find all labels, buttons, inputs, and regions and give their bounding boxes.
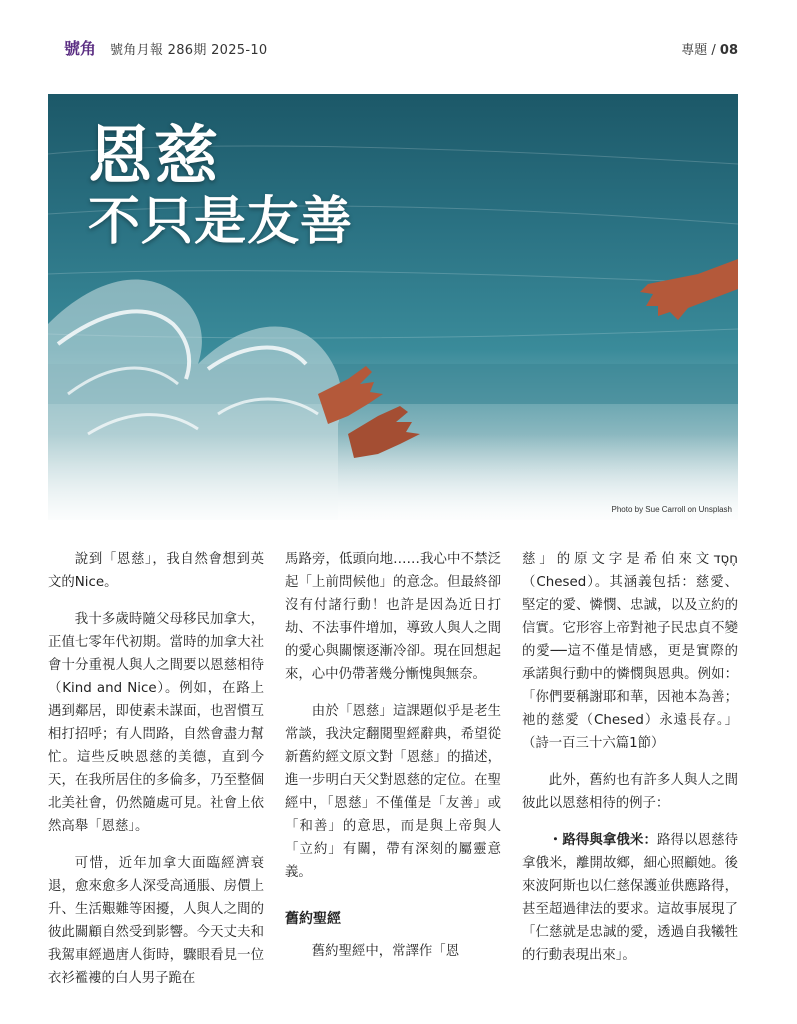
page-header: [48, 28, 738, 68]
paragraph: 舊約聖經中，常譯作「恩: [311, 944, 460, 959]
bullet-text: 路得以恩慈待拿俄米，離開故鄉，細心照顧她。後來波阿斯也以仁慈保護並供應路得，甚至超過律法的要求。這故事展現了「仁慈就是忠誠的愛，透過自我犧牲的行動表現出來」。: [522, 833, 739, 963]
paragraph: 此外，舊約也有許多人與人之間彼此以恩慈相待的例子：: [522, 773, 738, 811]
page-number: 08: [719, 43, 738, 58]
title-line-2: 不只是友善: [88, 192, 354, 253]
title-line-1: 恩慈: [88, 120, 220, 194]
article-body: [48, 548, 738, 1008]
paragraph: [522, 829, 738, 967]
article-title: [88, 120, 354, 253]
paragraph: 馬路旁，低頭向地……我心中不禁泛起「上前問候他」的意念。但最終卻沒有付諸行動！也許是因為近日打劫、不法事件增加，導致人與人之間的愛心與關懷逐漸冷卻。現在回想起來，心中仍帶著幾分慚愧與無奈。: [285, 552, 501, 682]
column-2: [285, 548, 501, 977]
photo-credit: Photo by Sue Carroll on Unsplash: [611, 505, 732, 514]
magazine-logo: [48, 28, 96, 68]
bullet-heading: ・路得與拿俄米：: [548, 833, 657, 848]
hero-image: [48, 94, 738, 520]
paragraph: 說到「恩慈」，我自然會想到英文的Nice。: [48, 552, 264, 590]
section-label: 專題 /: [681, 43, 720, 58]
column-1: [48, 548, 264, 1004]
issue-info: 號角月報 286期 2025-10: [110, 43, 268, 58]
logo-text: 號角: [64, 39, 96, 58]
paragraph: 由於「恩慈」這課題似乎是老生常談，我決定翻閱聖經辭典，希望從新舊約經文原文對「恩慈」的描述，進一步明白天父對恩慈的定位。在聖經中，「恩慈」不僅僅是「友善」或「和善」的意思，而是與上帝與人「立約」有關，帶有深刻的屬靈意義。: [285, 704, 501, 880]
paragraph: 我十多歲時隨父母移民加拿大，正值七零年代初期。當時的加拿大社會十分重視人與人之間要以恩慈相待（Kind and Nice）。例如，在路上遇到鄰居，即使素未謀面，也習慣互相打招呼；有人問路，自然會盡力幫忙。這些反映恩慈的美德，直到今天，在我所居住的多倫多，乃至整個北美社會，仍然隨處可見。社會上依然高舉「恩慈」。: [48, 612, 264, 834]
section-heading: 舊約聖經: [285, 911, 341, 927]
paragraph: 慈」的原文字是希伯來文חֶסֶד（Chesed）。其涵義包括：慈愛、堅定的愛、憐憫、忠誠，以及立約的信實。它形容上帝對祂子民忠貞不變的愛──這不僅是情感，更是實際的承諾與行動中的憐憫與恩典。例如：「你們要稱謝耶和華，因祂本為善；祂的慈愛（Chesed）永遠長存。」（詩一百三十六篇1節）: [522, 552, 738, 751]
paragraph: 可惜，近年加拿大面臨經濟衰退，愈來愈多人深受高通脹、房價上升、生活艱難等困擾，人與人之間的彼此關顧自然受到影響。今天丈夫和我駕車經過唐人街時，驟眼看見一位衣衫襤褸的白人男子跪在: [48, 856, 264, 986]
hand-right: [640, 259, 738, 320]
page-section: [681, 39, 738, 58]
column-3: [522, 548, 738, 981]
